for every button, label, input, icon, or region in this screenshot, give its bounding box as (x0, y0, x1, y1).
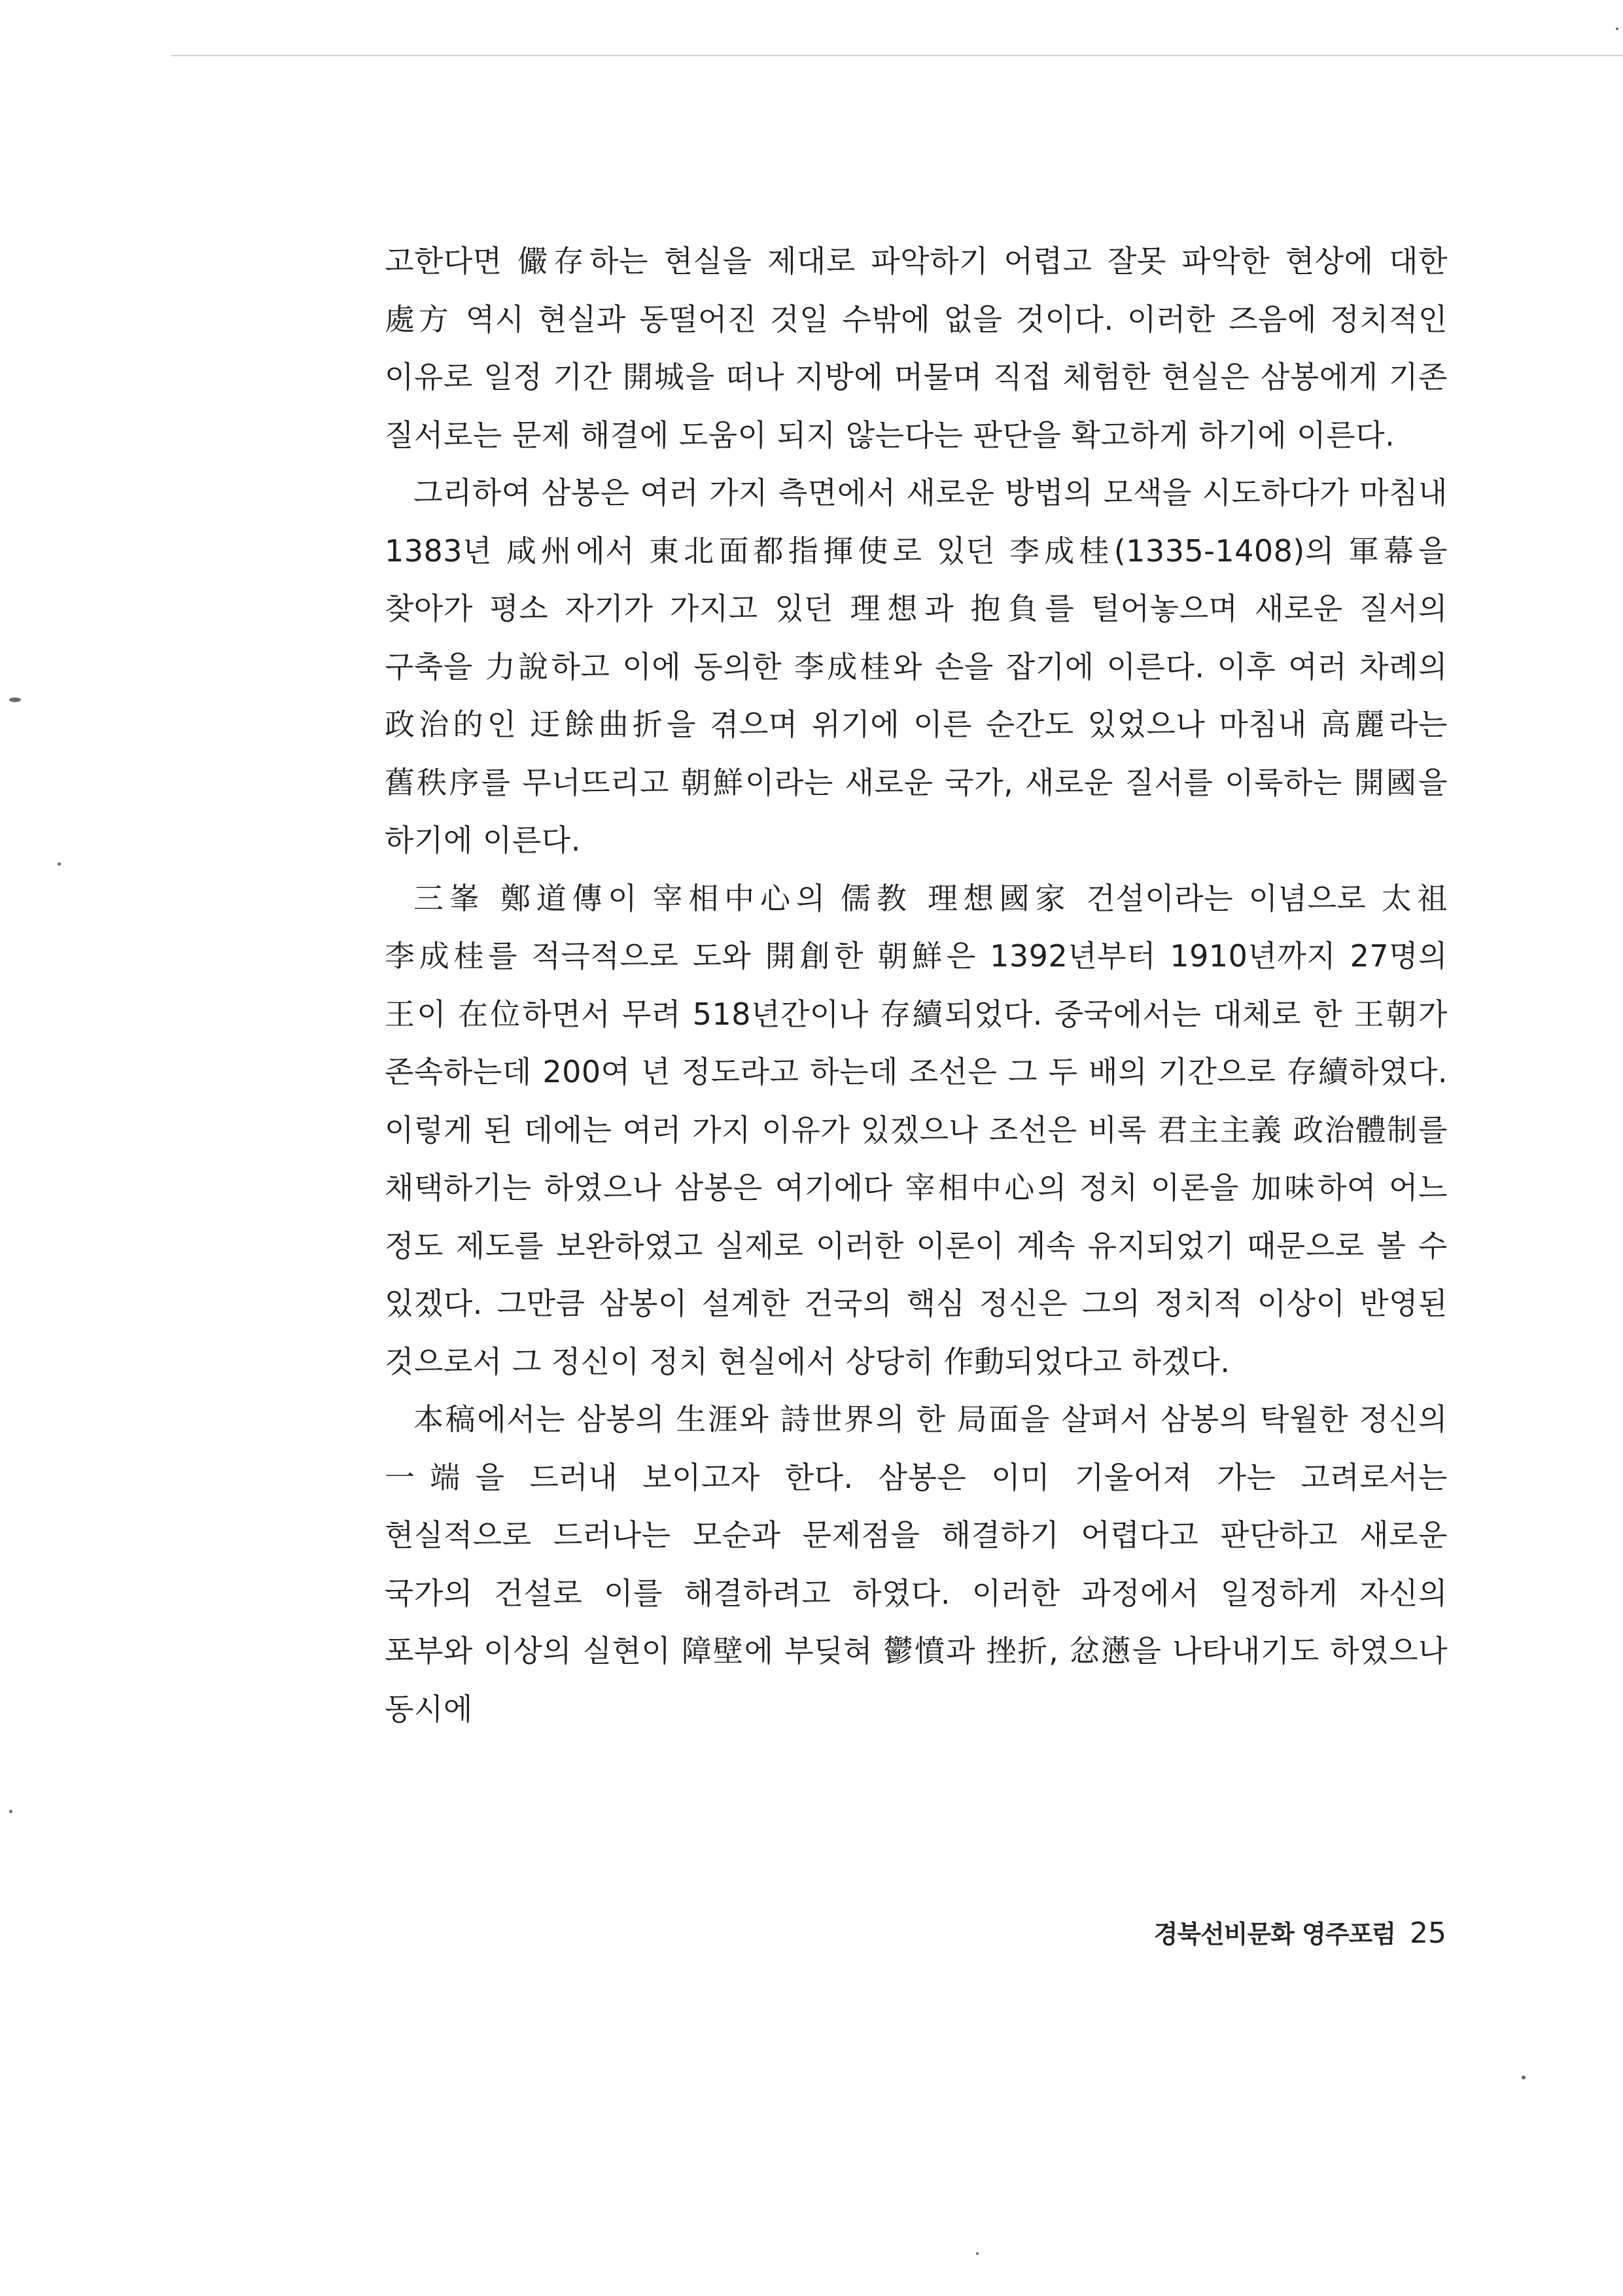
top-rule (171, 55, 1623, 56)
footer-title: 경북선비문화 영주포럼 (1153, 1920, 1395, 1949)
scan-speck (9, 1810, 12, 1813)
page-footer (1154, 1914, 1446, 1950)
body-text (385, 232, 1448, 1738)
page-number: 25 (1410, 1916, 1446, 1950)
scan-speck (976, 2252, 979, 2255)
scan-speck (1616, 27, 1618, 30)
scan-speck (58, 862, 61, 866)
paragraph: 고한다면 儼存하는 현실을 제대로 파악하기 어렵고 잘못 파악한 현상에 대한 處方 역시 현실과 동떨어진 것일 수밖에 없을 것이다. 이러한 즈음에 정치적인 이유로 일정 기간 開城을 떠나 지방에 머물며 직접 체험한 현실은 삼봉에게 기존 질서로는 문제 해결에 도움이 되지 않는다는 판단을 확고하게 하기에 이른다. (385, 243, 1448, 453)
scan-speck (1522, 2075, 1526, 2079)
paragraph: 그리하여 삼봉은 여러 가지 측면에서 새로운 방법의 모색을 시도하다가 마침내 1383년 咸州에서 東北面都指揮使로 있던 李成桂(1335-1408)의 軍幕을 찾아가 평소 자기가 가지고 있던 理想과 抱負를 털어놓으며 새로운 질서의 구축을 力說하고 이에 동의한 李成桂와 손을 잡기에 이른다. 이후 여러 차례의 政治的인 迂餘曲折을 겪으며 위기에 이른 순간도 있었으나 마침내 高麗라는 舊秩序를 무너뜨리고 朝鮮이라는 새로운 국가, 새로운 질서를 이룩하는 開國을 하기에 이른다. (385, 475, 1448, 858)
scan-speck (9, 698, 21, 702)
paragraph: 三峯 鄭道傳이 宰相中心의 儒教 理想國家 건설이라는 이념으로 太祖 李成桂를 적극적으로 도와 開創한 朝鮮은 1392년부터 1910년까지 27명의 王이 在位하면서 무려 518년간이나 存續되었다. 중국에서는 대체로 한 王朝가 존속하는데 200여 년 정도라고 하는데 조선은 그 두 배의 기간으로 存續하였다. 이렇게 된 데에는 여러 가지 이유가 있겠으나 조선은 비록 君主主義 政治體制를 채택하기는 하였으나 삼봉은 여기에다 宰相中心의 정치 이론을 加味하여 어느 정도 제도를 보완하였고 실제로 이러한 이론이 계속 유지되었기 때문으로 볼 수 있겠다. 그만큼 삼봉이 설계한 건국의 핵심 정신은 그의 정치적 이상이 반영된 것으로서 그 정신이 정치 현실에서 상당히 作動되었다고 하겠다. (385, 880, 1448, 1379)
paragraph: 本稿에서는 삼봉의 生涯와 詩世界의 한 局面을 살펴서 삼봉의 탁월한 정신의 一端을 드러내 보이고자 한다. 삼봉은 이미 기울어져 가는 고려로서는 현실적으로 드러나는 모순과 문제점을 해결하기 어렵다고 판단하고 새로운 국가의 건설로 이를 해결하려고 하였다. 이러한 과정에서 일정하게 자신의 포부와 이상의 실현이 障壁에 부딪혀 鬱憤과 挫折, 忿懣을 나타내기도 하였으나 동시에 (385, 1402, 1448, 1727)
